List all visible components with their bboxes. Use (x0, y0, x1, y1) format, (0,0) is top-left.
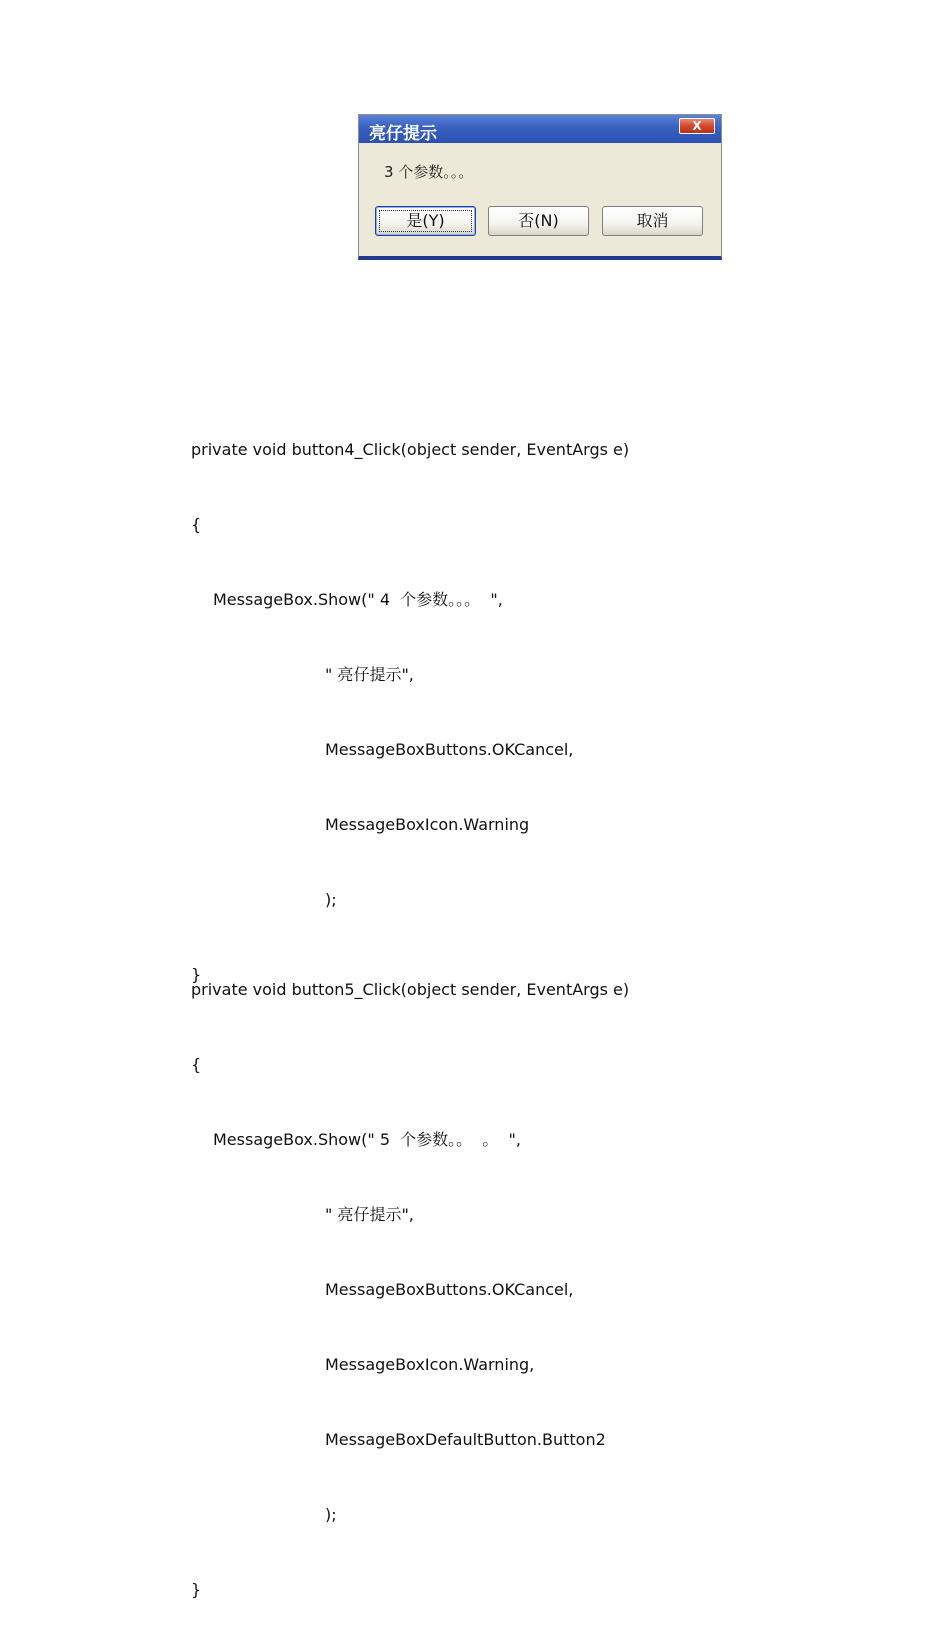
code-line: MessageBoxButtons.OKCancel, (325, 740, 574, 759)
dialog-title: 亮仔提示 (369, 124, 437, 144)
code-block-button4 (191, 387, 629, 1012)
close-icon: X (692, 119, 702, 133)
code-line: { (191, 1055, 202, 1074)
code-line: private void button4_Click(object sender, EventArgs e) (191, 440, 630, 459)
dialog-message: 3 个参数。。。 (384, 163, 474, 181)
code-line: } (191, 965, 202, 984)
code-line: ); (325, 890, 337, 909)
cancel-button-label: 取消 (636, 211, 669, 230)
message-box-dialog (358, 114, 722, 260)
no-button[interactable] (488, 206, 589, 236)
code-line: private void button5_Click(object sender, EventArgs e) (191, 980, 630, 999)
close-button[interactable] (679, 118, 715, 134)
code-line: MessageBoxIcon.Warning, (325, 1355, 535, 1374)
no-button-label: 否(N) (518, 211, 559, 230)
code-line: MessageBoxIcon.Warning (325, 815, 530, 834)
code-line: MessageBoxButtons.OKCancel, (325, 1280, 574, 1299)
code-line: " 亮仔提示", (325, 1205, 414, 1224)
dialog-titlebar[interactable] (359, 115, 721, 143)
cancel-button[interactable] (602, 206, 703, 236)
yes-button-label: 是(Y) (406, 211, 445, 230)
code-line: { (191, 515, 202, 534)
yes-button[interactable] (375, 206, 476, 236)
code-block-button5 (191, 927, 629, 1627)
code-line: } (191, 1580, 202, 1599)
code-line: " 亮仔提示", (325, 665, 414, 684)
code-line: MessageBoxDefaultButton.Button2 (325, 1430, 606, 1449)
code-line: ); (325, 1505, 337, 1524)
focus-rect (379, 210, 472, 232)
code-line: MessageBox.Show(" 5 个参数。。 。 ", (213, 1130, 521, 1149)
code-line: MessageBox.Show(" 4 个参数。。。 ", (213, 590, 503, 609)
